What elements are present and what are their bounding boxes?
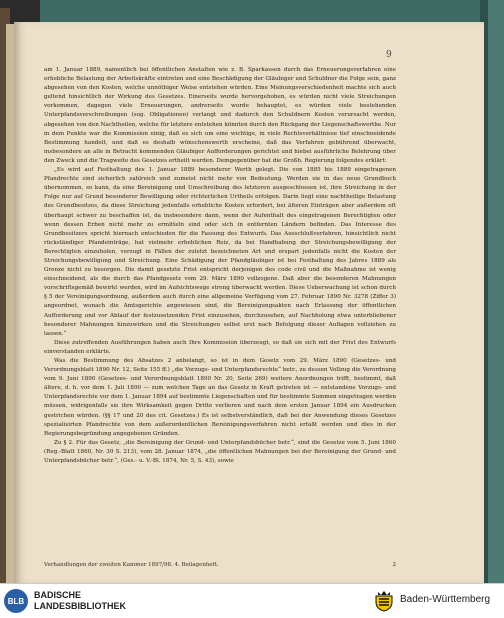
library-name[interactable] [34,590,126,612]
paragraph: Was die Bestimmung des Absatzes 2 anbelangt, so ist in dem Gesetz vom 29. März 1890 (Gesetzes- und Verordnungsblatt 1890 Nr. 12, Seite 155 ff.) „die Vorzugs- und Unterpfandsrechte“ betr., zu dessen Vollzug die Verordnung vom 9. Juni 1890 (Gesetzes- und Verordnungsblatt 1890 Nr. 20, Seite 269) weitere Anordnungen trifft, bestimmt, daß ältere, d. h. vor dem 1. Juli 1890 — zum welchen Tage an das Gesetz in Kraft getreten ist — entstandene Vorzugs- und Unterpfandsrechte vor dem 1. Januar 1894 auf bestimmte Liegenschaften und für bestimmte Summen eingetragen werden müssen, widrigenfalls sie ihre Wirksamkeit gegen Dritte verlieren und nach dem ersten Januar 1894 ein Ausdrucken gestrichen würden. (§§ 17 und 20 des cit. Gesetzes.) Es ist selbstverständlich, daß bei der Anwendung dieses Gesetzes spezialisirten Pfandrechte von dem außerordentlichen Bereinigungsverfahren nicht erfaßt werden und dies in der Regierungsbegründung angegebenen Gründen. [44,358,396,437]
baden-wuerttemberg-crest-icon[interactable] [374,590,394,612]
viewer-footer-bar [0,583,504,618]
footer-source: Verhandlungen der zweiten Kammer 1897/98. 4. Beilagenheft. [44,562,219,568]
state-name[interactable]: Baden-Württemberg [400,594,491,605]
document-page [14,22,484,583]
paragraph: am 1. Januar 1889, namentlich bei öffentlichen Anstalten wie z. B. Sparkassen durch das Erneuerungsverfahren eine erhebliche Belastung der Arbeitskräfte eintreten und eine Beschädigung der Gläubiger und Schuldner die Folge sein, ganz abgesehen von den Kosten, welche unnöthiger Weise entstehen würden. Eine Meinungsverschiedenheit machte sich auch geltend hinsichtlich der Wirkung des Gesetzes. Einerseits wurde hervorgehoben, es würden nicht viele Streichungen vorkommen, dagegen viele Erneuerungen, andrerseits wurde behauptet, es würden viele bestehenden Unterpfandsverschreibungen (sog. Obligationen) verlangt und dadurch den Schuldnern Kosten verursacht werden, abgesehen von den Nachtheilen, welche für letztere entstehen könnten durch den Rückgang der Liegenschaftswerthe. Nur in dem Punkte war die Kommission einig, daß es sich um eine wichtige, in viele Rechtsverhältnisse tief einschneidende Bestimmung handelt, und daß es deshalb wünschenswerth erscheine, daß das Verfahren gebührend überwacht, insbesondere an alle in Betracht kommenden Gläubiger Aufforderungen gerichtet und hiebei ausführliche Belehrung über den Zweck und die Tragweite des Gesetzes ertheilt werden. Demgegenüber hat die Großh. Regierung folgendes erklärt: [44,67,396,164]
paragraph: Diese zutreffenden Ausführungen haben auch Ihre Kommission überzeugt, so daß sie sich mit der Frist des Entwurfs einverstanden erklärte. [44,339,396,355]
paragraph: Zu § 2. Für das Gesetz, „die Bereinigung der Grund- und Unterpfandsbücher betr.“, sind die Gesetze vom 5. Juni 1860 (Reg.-Blatt 1860, Nr. 30 S. 213), vom 28. Januar 1874, „die öffentlichen Mahnungen bei der Bereinigung der Grund- und Unterpfandsbücher betr.“, (Ges.- u. V.-Bl. 1874, Nr. 5, S. 43), sowie [44,439,396,465]
library-name-line2: LANDESBIBLIOTHEK [34,601,126,611]
blb-logo-icon[interactable]: BLB [4,589,28,613]
page-number: 9 [386,50,392,60]
library-name-line1: BADISCHE [34,590,82,600]
page-body [44,66,396,466]
paragraph: „Es wird auf Festhaltung des 1. Januar 1889 besonderer Werth gelegt. Die von 1885 bis 1889 eingetragenen Pfandrechte sind sicherlich zahlreich und zumeist nicht mehr von Bedeutung. Werden sie in das neue Grundbuch übernommen, so kann, da eine Bereinigung und Umschreibung des letzteren ausgeschlossen ist, ihre Streichung in der Folge nur auf Grund besonderer Bewilligung oder richterlichen Urtheils erfolgen. Darin liegt eine nachtheilige Belastung des Grundbesitzes, da diese Streichung jedenfalls erhebliche Kosten erfordert, bei älteren Einträgen aber außerdem oft überhaupt schwer zu beschaffen ist, da insbesondere dann, wenn der Aufenthalt des eingetragenen Berechtigten oder wenn dessen Erben nicht mehr zu ermitteln sind oder sich in entfernten Ländern befinden. Das Interesse des Grundbesitzers spricht hiernach entschieden für die Fassung des Entwurfs. Das Ausschlußverfahren, hinsichtlich nicht rückständiger Pfandeinträge, hat vielmehr erheblichen Reiz, da bei Handhabung der Streichungsbewilligung der Berechtigten einzuholen, verzugt in Fällen der zuletzt bezeichneten Art und erspart jedenfalls nicht die Kosten der Streichungsbewilligung und Streichung. Eine Schädigung der Pfandgläubiger ist bei Festhaltung des Jahres 1889 als Grenze nicht zu besorgen. Die damit gesetzte Frist entspricht derjenigen des code civil und die Maßnahme ist wenig einschneidend, als die durch das Pfandgesetz vom 29. März 1890 vollzogene. Daß aber die besonderen Mahnungen vorschriftsgemäß bewirkt werden, wird im Aufsichtswege streng überwacht werden. Diese Ueberwachung ist schon durch § 5 der Vereinigungsordnung, außerdem auch durch eine allgemeine Verfügung vom 27. Februar 1890 Nr. 3278 (Ziffer 3) angeordnet, wonach die Amtsgerichte angewiesen sind, die Bereinigungsakten nach Erlassung der öffentlichen Aufforderung und vor Ablauf der festzusetzenden Frist einzusehen, durchzusehen, auf Nachholung etwa unterbliebener besonderer Mahnungen hinzuwirken und die Streichungen selbst erst nach Befolgung dieser Auflagen vollziehen zu lassen.“ [44,167,396,337]
footer-signature: 2 [392,562,396,568]
book-top-edge [40,0,504,24]
page-footer [44,562,396,568]
